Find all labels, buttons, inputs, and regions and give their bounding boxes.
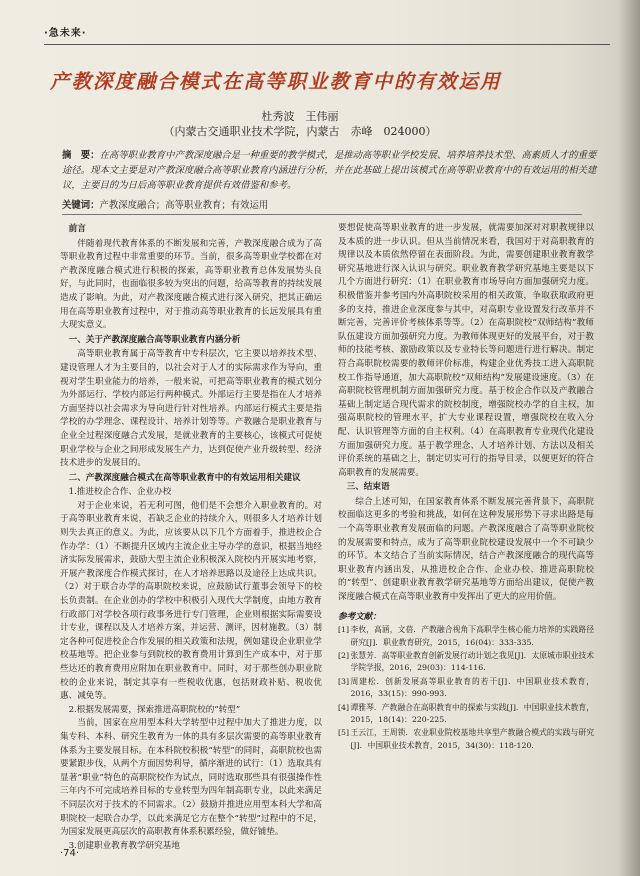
- reference-item: [338, 727, 594, 752]
- references-title: 参考文献：: [338, 611, 381, 622]
- body-paragraph: 综合上述可知，在国家教育体系不断发展完善背景下，高职院校面临这更多的考验和挑战，如何在这种发展形势下寻求出路是每一个高等职业教育发展面临的问题。产教深度融合了高等职业院校的发展需要和特点，成为了高等职业院校建设发展中一个不可缺少的环节。本文结合了当前实际情况，结合产教深度融合的现代高等职业教育内涵出发，从推进校企合作、企业办校、推进高职院校的“转型”、创建职业教育教学研究基地等方面给出建议，促使产教深度融合模式在高等职业教育中发挥出了更大的应用价值。: [338, 496, 594, 603]
- keywords: [62, 197, 602, 211]
- abstract-text: 在高等职业教育中产教深度融合是一种重要的教学模式，是推动高等职业学校发展、培养培养技术型、高素质人才的重要途径。现本文主要是对产教深度融合高等职业教育内涵进行分析，并在此基础上提出该模式在高等职业教育中的有效运用的相关建议，主要目的为日后高等职业教育提供有效借鉴和参考。: [62, 150, 597, 191]
- body-paragraph: 对于企业来说，若无利可图，他们是不会想介入职业教育的。对于高等职业教育来说，若缺乏企业的持续介入，则很多人才培养计划则失去真正的意义。为此，应该要从以下几个方面着手，推进校企合作办学：（1）不断提升区域内主流企业主导办学的意识，根据当地经济实际发展需求，鼓励大型主流企业积极深入院校内开展实地考察，开展产教深度合作模式探讨，在人才培养思路以及途径上达成共识。（2）对于联合办学的高职院校来说，应鼓励试行董事会领导下的校长负责制。在企业创办的学校中积极引入现代大学制度，由地方教育行政部门对学校各项行政事务进行专门管理，企业则根据实际需要设计专业，课程以及人才培养方案，并运营、测评，因材施教。（3）制定各种可促进校企合作发展的相关政策和法规，例如建设企业职业学校基地等。把企业参与到院校的教育费用计算到生产成本中，对于那些达还的教育费用应附加在职业教育中。同时，对于那些创办职业院校的企业来说，制定其享有一些税收优惠，包括财政补贴、税收优惠、减免等。: [60, 500, 322, 702]
- subsection-heading: 2.根据发展需要，探索推进高职院校的“转型”: [68, 704, 241, 715]
- page-spine-shadow: [618, 0, 640, 876]
- section-heading: 一、关于产教深度融合高等职业教育内涵分析: [68, 334, 241, 345]
- section-heading: 二、产教深度融合模式在高等职业教育中的有效运用相关建议: [68, 472, 301, 483]
- reference-item: [338, 676, 594, 701]
- reference-number: [2]: [338, 651, 350, 661]
- keywords-label: 关键词：: [62, 200, 100, 211]
- reference-text: 谭雅琴．产教融合在高职教育中的探索与实践[J]．中国职业技术教育，2015，18(14)：220-225．: [350, 702, 594, 725]
- reference-number: [1]: [338, 625, 350, 635]
- left-column: [60, 222, 322, 853]
- page-number: ·74·: [60, 848, 80, 859]
- abstract: [62, 148, 602, 193]
- subsection-heading: 3.创建职业教育教学研究基地: [68, 840, 180, 851]
- reference-text: 王云江，王周锁．农业职业院校基地共享型产教融合模式的实践与研究[J]．中国职业技术教育，2015，34(30)：118-120．: [350, 728, 594, 750]
- section-tag: ·急未来·: [44, 28, 87, 39]
- reference-list: [338, 624, 594, 752]
- body-paragraph: 高等职业教育属于高等教育中专科层次，它主要以培养技术型、建设管理人才为主要目的，以社会对于人才的实际需求作为导向，重视对学生职业能力的培养，一般来说，可把高等职业教育的模式划分为外部运行、学校内部运行两种模式。外部运行主要是指在人才培养方面坚持以社会需求为导向进行针对性培养。内部运行模式主要是指学校的办学理念、课程设计、培养计划等等。产教融合是职业教育与企业全过程深度融合式发展，是就业教育的主要核心，该模式可促使职业学校与企业之间形成发展生产力，达到促使产业升级转型、经济技术进步的发展目的。: [60, 349, 322, 469]
- reference-number: [5]: [338, 728, 350, 738]
- subsection-heading: 1.推进校企合作、企业办校: [68, 487, 172, 498]
- section-heading: 前言: [68, 224, 86, 234]
- right-column-body: [338, 222, 594, 605]
- reference-number: [4]: [338, 702, 350, 712]
- body-paragraph: 要想促使高等职业教育的进一步发展，就需要加深对对职教规律以及本质的进一步认识。但从当前情况来看，我国对于对高职教育的规律以及本质依然停留在表面阶段。为此，需要创建职业教育教学研究基地进行深入认识与研究。职业教育教学研究基地主要是以下几个方面进行研究：（1）在职业教育市场导向方面加强研究力度。积极借鉴并参考国内外高职院校采用的相关政策，争取获取政府更多的支持，推进企业深度参与其中，对高职专业设置发行改革并不断完善，完善评价考核体系等等。（2）在高职院校“双师结构”教师队伍建设方面加强研究力度。为教师体现更好的发展平台，对于教师的技能考核、激励政策以及专业特长等问题进行进行解决。制定符合高职院校需要的教师评价标准，构建企业优秀技工进入高职院校工作指导通道，加大高职院校“双师结构”发展建设速度。（3）在高职院校管理机制方面加强研究力度。基于校企合作以及产教融合基础上制定适合现代需求的院校制度，增强院校办学的自主权，加强高职院校的管理水平，扩大专业课程设置，增强院校在收入分配、认识管理等方面的自主权利。（4）在高职教育专业现代化建设方面加强研究力度。基于教学理念、人才培养计划、方法以及相关评价系统的基础之上，制定切实可行的指导目录，以便更好的符合高职教育的发展需要。: [338, 223, 594, 478]
- section-heading: 三、结束语: [346, 482, 390, 493]
- reference-number: [3]: [338, 676, 350, 686]
- article-authors: 杜秀波 王伟丽: [261, 110, 339, 123]
- body-paragraph: 伴随着现代教育体系的不断发展和完善，产教深度融合成为了高等职业教育过程中非常重要的环节。当前，很多高等职业学校都在对产教深度融合模式进行积极的探索，高等职业教育总体发展势头良好，与此同时，也面临很多较为突出的问题，给高等教育的持续发展造成了影响。为此，对产教深度融合模式进行深入研究，把其正确运用在高等职业教育过程中，对于推动高等职业教育的长远发展具有重大现实意义。: [60, 238, 322, 331]
- author-affiliation: （内蒙古交通职业技术学院，内蒙古 赤峰 024000）: [163, 125, 437, 138]
- header-rule: [44, 44, 610, 45]
- reference-text: 张慧芳．高等职业教育创新发展行动计划之我见[J]．太原城市职业技术学院学报，2016，29(03)：114-116．: [350, 651, 594, 673]
- reference-item: [338, 624, 594, 649]
- abstract-divider: [62, 214, 582, 215]
- reference-text: 周建松．创新发展高等职业教育的若干[J]．中国职业技术教育，2016，33(15)：990-993．: [350, 676, 594, 699]
- body-paragraph: 当前，国家在应用型本科大学转型中过程中加大了推进力度，以集专科、本科、研究生教育为一体的具有多层次需要的高等职业教育体系为主要发展目标。在本科院校积极“转型”的同时，高职院校也需要紧跟步伐，从两个方面因势利导，循序渐进的试行：（1）选取具有显著“职业”特色的高职院校作为试点，同时选取那些具有很强操作性三年内不可完成培养目标的专业转型为四年制高职专业，以此来满足不同层次对于技术的不同需求。（2）鼓励并推进应用型本科大学和高职院校一起联合办学，以此来满足它方在整个“转型”过程中的不足，为国家发展更高层次的高职教育体系积累经验，做好铺垫。: [60, 718, 322, 838]
- reference-item: [338, 650, 594, 675]
- reference-item: [338, 702, 594, 727]
- right-column: [338, 222, 594, 753]
- abstract-label: 摘 要：: [62, 150, 100, 161]
- article-title: 产教深度融合模式在高等职业教育中的有效运用: [50, 70, 502, 93]
- reference-text: 李枚，高涵，文蓓．产教融合视角下高职学生核心能力培养的实践路径研究[J]．职业教育研究，2015，16(04)：333-335．: [350, 625, 594, 647]
- keywords-text: 产教深度融合；高等职业教育；有效运用: [99, 200, 269, 211]
